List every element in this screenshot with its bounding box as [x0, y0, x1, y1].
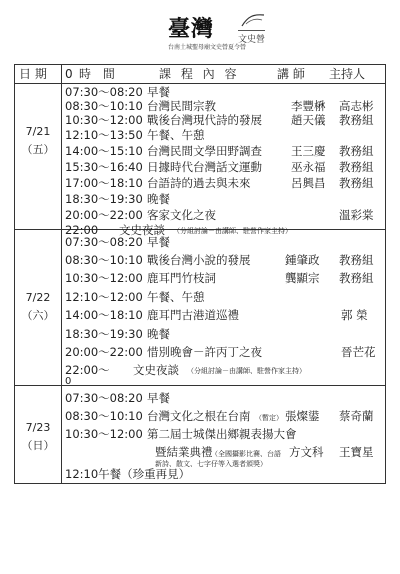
day3-weekday: （日） [21, 439, 55, 452]
row-time: 15:30～16:40 [65, 160, 143, 174]
header-host: 主持人 [329, 67, 366, 81]
row-time: 12:10～13:50 [65, 128, 143, 142]
brush-stroke-icon [240, 12, 266, 28]
header-time: 時 間 [79, 67, 119, 81]
row-lecturer: 張燦鍙 [285, 409, 320, 423]
row-lecturer: 呂興昌 [291, 176, 326, 190]
row-note: 新詩、散文、七字仔等入選者頒獎） [155, 460, 267, 468]
camp-logo [160, 10, 280, 60]
logo-side-text: 文史營 [238, 30, 265, 45]
header-date: 日 期 [19, 67, 47, 81]
row-course: 文史夜談 [119, 223, 165, 237]
row-course: 台灣民間宗教 [147, 99, 216, 113]
row-host: 蔡奇蘭 [339, 409, 374, 423]
header-mark: 0 [65, 67, 73, 81]
row-time: 17:00～18:10 [65, 176, 143, 190]
row-time: 12:10～12:00 [65, 290, 143, 304]
row-host: 高志彬 [339, 99, 374, 113]
day2-weekday: （六） [21, 309, 55, 322]
row-course: 午餐、午憩 [147, 128, 205, 142]
row-time: 22:00 [65, 223, 99, 237]
day1-weekday: （五） [21, 143, 55, 156]
row-time: 10:30～12:00 [65, 427, 143, 441]
row-note: （分組討論－由講師、駐營作家主持） [173, 227, 292, 235]
row-course: 晚餐 [147, 327, 170, 341]
date-column-divider [61, 65, 62, 483]
day1-date-text: 7/21 [25, 125, 51, 138]
row-course: 第二屆士城傑出鄉親表揚大會 [147, 427, 297, 441]
row-time: 20:00～22:00 [65, 345, 143, 359]
row-course: 早餐 [147, 391, 170, 405]
row-lecturer: 鍾肇政 [285, 253, 320, 267]
row-mark: 0 [65, 376, 72, 387]
row-course: 台語詩的過去與未來 [147, 176, 251, 190]
day2-date [15, 289, 61, 325]
row-time: 07:30～08:20 [65, 391, 143, 405]
row-course: 鹿耳門竹枝詞 [147, 271, 216, 285]
logo-title: 臺灣 [168, 16, 215, 42]
row-course: 午餐、午憩 [147, 290, 205, 304]
row-lecturer: 方文科 [289, 445, 324, 459]
row-course: 早餐 [147, 235, 170, 249]
row-lecturer: 龔顯宗 [285, 271, 320, 285]
row-course: 戰後台灣現代詩的發展 [147, 113, 262, 127]
row-course: 惜別晚會－許丙丁之夜 [147, 345, 262, 359]
row-course: 鹿耳門古港道巡禮 [147, 308, 239, 322]
row-course: 台灣文化之根在台南 [147, 409, 251, 423]
row-host: 溫彩棠 [339, 208, 374, 222]
row-lecturer: 巫永福 [291, 160, 326, 174]
row-time: 10:30～12:00 [65, 113, 143, 127]
row-lecturer: 王三慶 [291, 144, 326, 158]
row-time: 07:30～08:20 [65, 85, 143, 99]
row-course: 早餐 [147, 85, 170, 99]
row-time: 22:00～ [65, 363, 110, 377]
header-course: 課 程 內 容 [159, 67, 240, 81]
row-time: 12:10午餐（珍重再見） [65, 467, 191, 481]
row-time: 14:00～18:10 [65, 308, 143, 322]
row-time: 08:30～10:10 [65, 409, 143, 423]
header-lecturer: 講 師 [277, 67, 305, 81]
row-time: 14:00～15:10 [65, 144, 143, 158]
row-host: 晉芒花 [341, 345, 376, 359]
row-time: 08:30～10:10 [65, 253, 143, 267]
row-time: 20:00～22:00 [65, 208, 143, 222]
row-course: 日據時代台灣話文運動 [147, 160, 262, 174]
day3-date [15, 419, 61, 455]
row-course: 晚餐 [147, 192, 170, 206]
row-lecturer: 趙天儀 [291, 113, 326, 127]
row-course: 文史夜談 [133, 363, 179, 377]
row-course: 客家文化之夜 [147, 208, 216, 222]
row-note: （分組討論－由講師、駐營作家主持） [187, 367, 306, 375]
row-host: 教務組 [339, 176, 374, 190]
logo-subtitle: 台南土城聖母廟文史營夏令營 [168, 44, 247, 51]
day1-date [15, 123, 61, 159]
row-host: 教務組 [339, 253, 374, 267]
row-course: 暨結業典禮 [155, 445, 213, 459]
row-note: （全國攝影比賽、台語 [211, 450, 281, 458]
row-time: 10:30～12:00 [65, 271, 143, 285]
row-tag: （暫定） [255, 414, 283, 422]
day2-date-text: 7/22 [25, 291, 51, 304]
header-divider [15, 83, 385, 84]
row-host: 王寶星 [339, 445, 374, 459]
schedule-table [14, 64, 386, 484]
row-lecturer: 李豐楙 [291, 99, 326, 113]
row-time: 07:30～08:20 [65, 235, 143, 249]
row-course: 台灣民間文學田野調查 [147, 144, 262, 158]
row-time: 08:30～10:10 [65, 99, 143, 113]
row-host: 教務組 [339, 271, 374, 285]
row-host: 教務組 [339, 144, 374, 158]
row-time: 18:30～19:30 [65, 327, 143, 341]
row-course: 戰後台灣小說的發展 [147, 253, 251, 267]
row-host: 郭 榮 [341, 308, 368, 322]
row-time: 18:30～19:30 [65, 192, 143, 206]
day3-date-text: 7/23 [25, 421, 51, 434]
row-host: 教務組 [339, 160, 374, 174]
row-host: 教務組 [339, 113, 374, 127]
